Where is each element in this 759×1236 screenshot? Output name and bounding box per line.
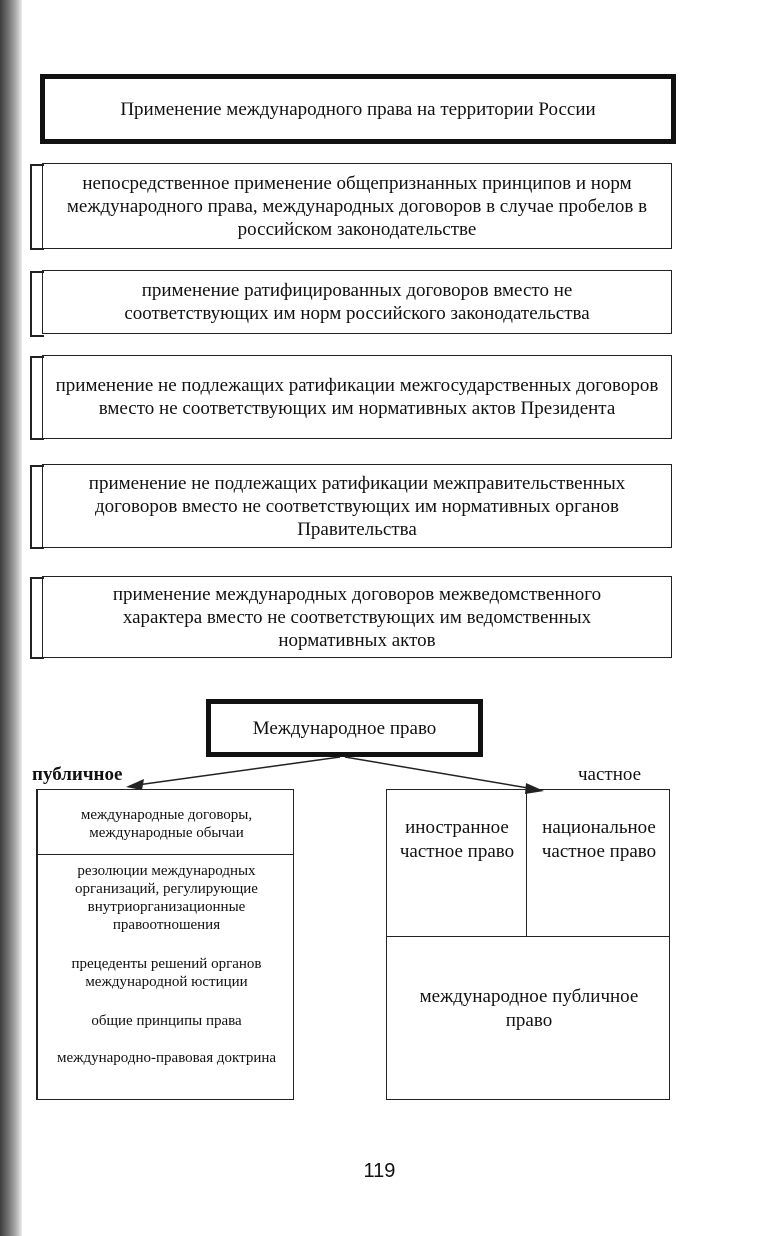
- public-label: публичное: [32, 764, 123, 785]
- private-vertical-divider: [526, 789, 527, 936]
- top-item-3-text: применение не подлежащих ратификации межгосударственных договоров вместо не соответствующих им нормативных актов Президента: [55, 375, 659, 419]
- top-item-5-text: применение международных договоров межведомственного характера вместо не соответствующих им ведомственных нормативных актов: [112, 583, 602, 651]
- arrow-to-public-line: [130, 757, 340, 786]
- national-private-law: национальное частное право: [541, 817, 657, 862]
- public-item-doctrine: международно-правовая доктрина: [56, 1050, 277, 1066]
- arrow-to-private-line: [345, 757, 540, 790]
- top-title: Применение международного права на территории России: [120, 98, 596, 120]
- international-public-law: международное публичное право: [419, 986, 639, 1031]
- public-item-principles: общие принципы права: [91, 1013, 242, 1029]
- public-item-treaties: международные договоры, международные обычаи: [80, 807, 253, 841]
- top-item-1-text: непосредственное применение общепризнанных принципов и норм международного права, международных договоров в случае пробелов в российском законодательстве: [66, 172, 648, 240]
- page-number: 119: [363, 1160, 396, 1182]
- public-item-precedents: прецеденты решений органов международной юстиции: [71, 956, 262, 990]
- public-divider: [36, 854, 294, 855]
- private-horizontal-divider: [386, 936, 670, 937]
- international-law-title: Международное право: [252, 717, 437, 739]
- public-item-resolutions: резолюции международных организаций, регулирующие внутриорганизационные правоотношения: [75, 863, 258, 933]
- foreign-private-law: иностранное частное право: [399, 817, 515, 862]
- private-label: частное: [578, 764, 642, 785]
- top-item-4-text: применение не подлежащих ратификации межправительственных договоров вместо не соответствующих им нормативных органов Правительства: [88, 472, 626, 540]
- top-item-2-text: применение ратифицированных договоров вместо не соответствующих им норм российского законодательства: [124, 280, 590, 324]
